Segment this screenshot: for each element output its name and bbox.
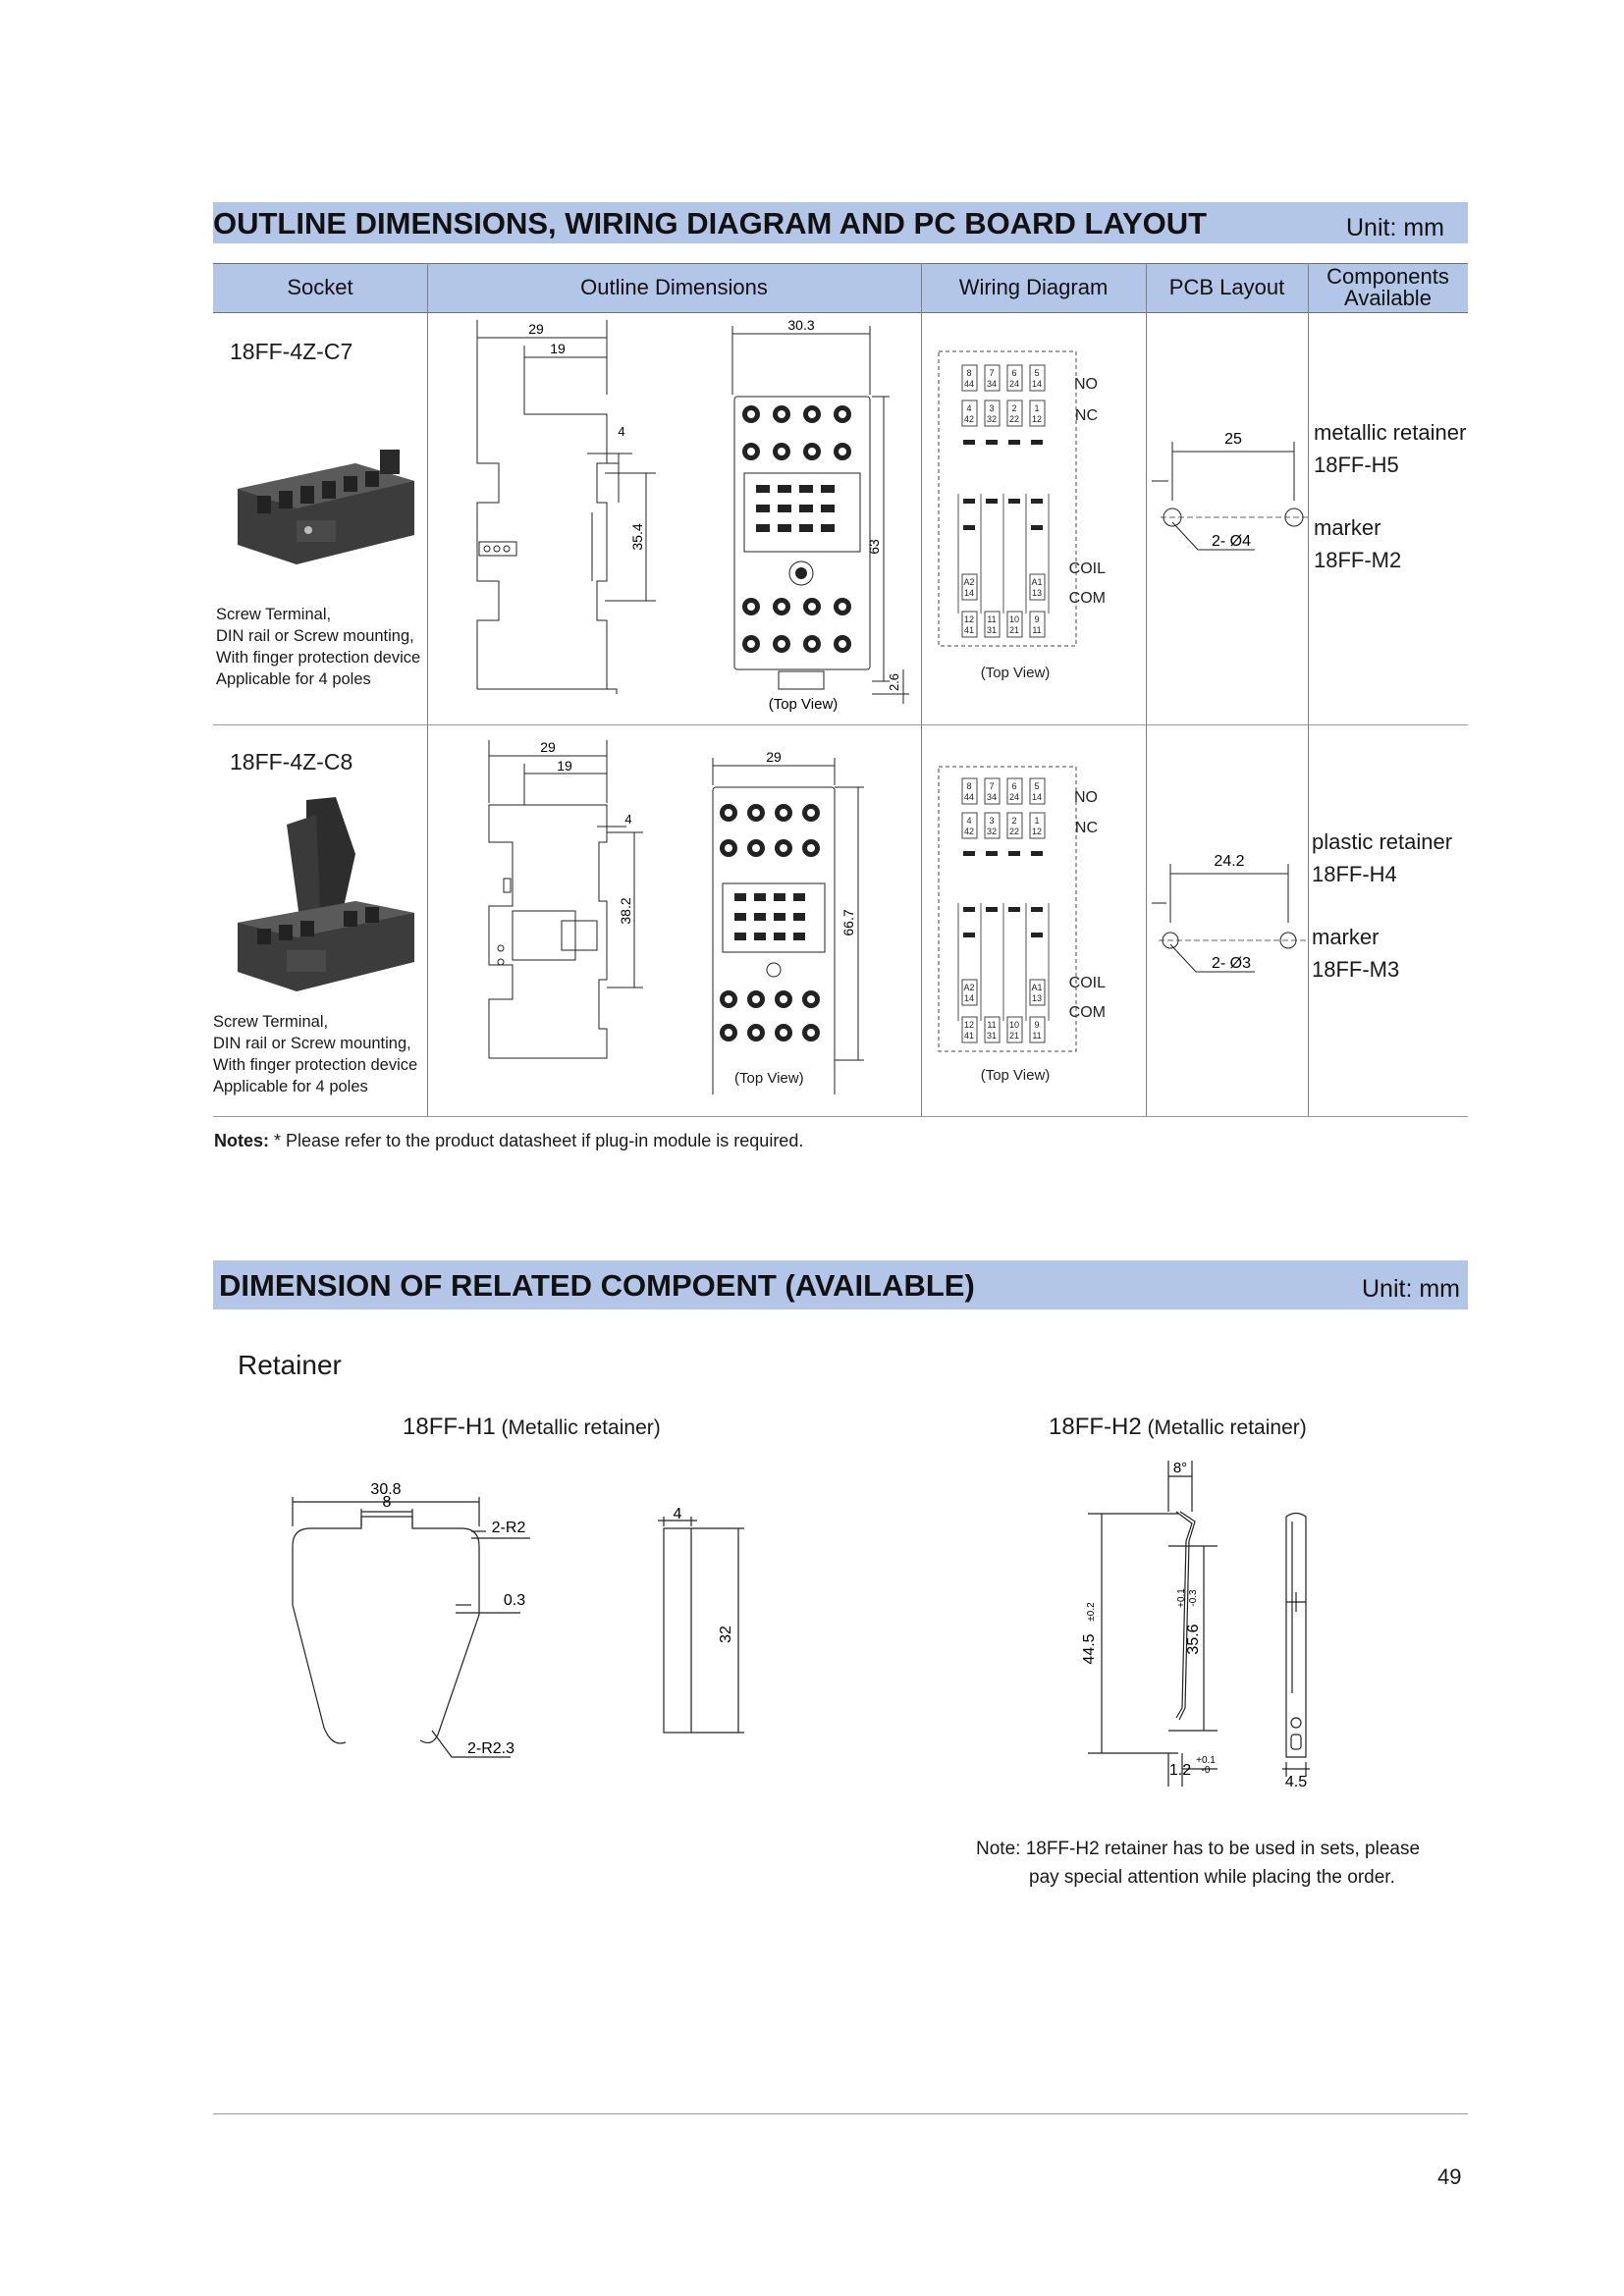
wiring-pin-label: 11 [1032, 625, 1042, 635]
h2-dim-base-tol-bot: -0 [1201, 1765, 1211, 1776]
wiring-nc-label: NC [1074, 820, 1098, 836]
row2-marker-code: 18FF-M3 [1312, 957, 1400, 982]
h2-title [1049, 1414, 1307, 1441]
row1-outline-view-label: (Top View) [768, 696, 839, 713]
header-components-line2: Available [1344, 286, 1432, 310]
wiring-pin-label: 8 [966, 781, 972, 791]
wiring-pin-label: 1 [1034, 816, 1040, 826]
row1-dim-h: 35.4 [629, 523, 645, 551]
row1-outline-top-view [725, 316, 921, 719]
h1-dim-r2: 2-R2.3 [466, 1740, 515, 1757]
row2-dim-top-w: 29 [766, 749, 782, 765]
table-bottom-border [213, 1116, 1468, 1117]
wiring-pin-label: 11 [1032, 1031, 1042, 1041]
row1-wiring-diagram [933, 348, 1110, 692]
wiring-pin-label: 11 [987, 614, 997, 624]
h1-title [403, 1414, 661, 1441]
row2-desc [213, 1011, 417, 1097]
row2-dim-h: 38.2 [618, 897, 633, 925]
row2-desc-line: Screw Terminal, [213, 1013, 329, 1031]
h2-dim-h-inner-tol-bot: -0.3 [1188, 1589, 1199, 1607]
wiring-pin-label: 12 [1031, 414, 1043, 424]
wiring-com-label: COM [1068, 1004, 1106, 1021]
h2-type: (Metallic retainer) [1141, 1416, 1307, 1439]
wiring-no-label: NO [1074, 376, 1098, 393]
row1-dim-foot: 2.6 [887, 672, 901, 692]
row2-socket-photo [228, 795, 429, 1001]
wiring-pin-label: 42 [963, 827, 975, 836]
wiring-com-label: COM [1068, 590, 1106, 607]
wiring-no-label: NO [1074, 789, 1098, 806]
row1-retainer-label: metallic retainer [1314, 420, 1467, 445]
row2-wiring-view-label: (Top View) [980, 1067, 1051, 1084]
wiring-pin-label: 21 [1008, 1031, 1020, 1041]
header-outline: Outline Dimensions [580, 275, 768, 299]
wiring-pin-label: 3 [989, 816, 995, 826]
wiring-pin-label: A2 [963, 577, 975, 587]
wiring-pin-label: 14 [1031, 792, 1043, 802]
section-title: DIMENSION OF RELATED COMPOENT (AVAILABLE) [219, 1268, 975, 1303]
row2-desc-line: Applicable for 4 poles [213, 1078, 368, 1095]
wiring-pin-label: 31 [986, 625, 998, 635]
wiring-pin-label: 14 [963, 588, 975, 598]
row2-dim-w1: 29 [540, 739, 556, 755]
wiring-pin-label: 41 [963, 625, 975, 635]
table-top-border [213, 263, 1468, 264]
section-header-related [213, 1260, 1468, 1309]
col-divider-2 [921, 263, 922, 1116]
wiring-pin-label: 22 [1008, 414, 1020, 424]
wiring-pin-label: 10 [1008, 1020, 1020, 1030]
row1-marker-label: marker [1314, 515, 1381, 540]
notes-label: Notes: [214, 1131, 270, 1150]
wiring-nc-label: NC [1074, 407, 1098, 424]
wiring-pin-label: 21 [1008, 625, 1020, 635]
wiring-pin-label: 2 [1011, 816, 1017, 826]
h2-drawing [1070, 1453, 1326, 1806]
wiring-pin-label: A2 [963, 983, 975, 992]
h1-type: (Metallic retainer) [495, 1416, 661, 1439]
section-title: OUTLINE DIMENSIONS, WIRING DIAGRAM AND PC BOARD LAYOUT [213, 206, 1208, 240]
wiring-pin-label: 24 [1008, 792, 1020, 802]
wiring-pin-label: 5 [1034, 781, 1040, 791]
row2-wiring-diagram [933, 764, 1110, 1088]
row2-pcb-hole: 2- Ø3 [1211, 955, 1252, 972]
h1-dim-r1: 2-R2 [491, 1520, 526, 1536]
h2-dim-width: 4.5 [1284, 1774, 1308, 1790]
h1-code: 18FF-H1 [403, 1414, 496, 1440]
wiring-pin-label: 44 [963, 792, 975, 802]
row1-dim-w1: 29 [528, 321, 544, 337]
wiring-pin-label: 24 [1008, 379, 1020, 389]
h1-dim-side-h: 32 [718, 1626, 734, 1643]
wiring-pin-label: 42 [963, 414, 975, 424]
unit-label: Unit: mm [1346, 214, 1444, 241]
wiring-pin-label: 44 [963, 379, 975, 389]
wiring-pin-label: 32 [986, 827, 998, 836]
row2-retainer-label: plastic retainer [1312, 829, 1453, 854]
row2-pcb-spacing: 24.2 [1214, 853, 1245, 870]
h2-dim-h-total: 44.5 [1081, 1633, 1098, 1665]
wiring-pin-label: A1 [1031, 577, 1043, 587]
row1-pcb-spacing: 25 [1224, 431, 1242, 448]
header-components [1308, 263, 1468, 312]
wiring-pin-label: 14 [963, 993, 975, 1003]
wiring-pin-label: 10 [1008, 614, 1020, 624]
wiring-pin-label: 8 [966, 368, 972, 378]
wiring-pin-label: 34 [986, 792, 998, 802]
row1-pcb-hole: 2- Ø4 [1211, 533, 1252, 550]
wiring-pin-label: 11 [987, 1020, 997, 1030]
row1-model: 18FF-4Z-C7 [230, 339, 353, 364]
wiring-pin-label: 2 [1011, 403, 1017, 413]
wiring-coil-label: COIL [1068, 975, 1106, 991]
h2-dim-h-inner: 35.6 [1185, 1624, 1202, 1655]
row1-retainer-code: 18FF-H5 [1314, 453, 1399, 477]
h1-front-drawing [275, 1468, 569, 1791]
h2-dim-h-inner-tol-top: +0.1 [1176, 1588, 1187, 1608]
notes-text: * Please refer to the product datasheet if plug-in module is required. [269, 1131, 804, 1150]
row1-desc-line: With finger protection device [216, 649, 421, 667]
unit-label: Unit: mm [1362, 1275, 1460, 1303]
row1-desc-line: DIN rail or Screw mounting, [216, 627, 414, 645]
h2-note-line2: pay special attention while placing the order. [1029, 1867, 1395, 1888]
row1-dim-top-w: 30.3 [787, 317, 815, 333]
h2-dim-h-total-tol: ±0.2 [1086, 1602, 1097, 1622]
h1-side-drawing [628, 1507, 756, 1762]
wiring-pin-label: 9 [1034, 1020, 1040, 1030]
wiring-pin-label: 6 [1011, 781, 1017, 791]
row2-dim-top-h: 66.7 [840, 909, 856, 936]
h1-dim-w: 30.8 [370, 1481, 402, 1498]
row1-desc-line: Applicable for 4 poles [216, 670, 371, 688]
wiring-pin-label: 4 [966, 816, 972, 826]
wiring-pin-label: 14 [1031, 379, 1043, 389]
page-number: 49 [1437, 2164, 1462, 2189]
wiring-pin-label: 22 [1008, 827, 1020, 836]
wiring-pin-label: 6 [1011, 368, 1017, 378]
wiring-pin-label: 5 [1034, 368, 1040, 378]
wiring-coil-label: COIL [1068, 561, 1106, 577]
wiring-pin-label: 4 [966, 403, 972, 413]
row2-dim-w2: 19 [557, 758, 572, 774]
retainer-subtitle: Retainer [238, 1350, 342, 1380]
row2-retainer-code: 18FF-H4 [1312, 862, 1397, 886]
row1-dim-t: 4 [618, 424, 625, 439]
row1-dim-w2: 19 [550, 341, 566, 356]
h1-dim-side-w: 4 [673, 1507, 682, 1522]
h2-dim-base: 1.2 [1168, 1762, 1192, 1779]
wiring-pin-label: 12 [963, 1020, 975, 1030]
wiring-pin-label: 34 [986, 379, 998, 389]
wiring-pin-label: 31 [986, 1031, 998, 1041]
row1-pcb-layout [1147, 422, 1308, 569]
row2-outline-view-label: (Top View) [734, 1070, 804, 1087]
h2-note-line1: Note: 18FF-H2 retainer has to be used in sets, please [976, 1839, 1421, 1859]
row1-socket-photo [228, 442, 429, 579]
row2-desc-line: With finger protection device [213, 1056, 418, 1074]
row-divider [213, 724, 1468, 725]
wiring-pin-label: 7 [989, 368, 995, 378]
wiring-pin-label: 7 [989, 781, 995, 791]
h1-dim-top: 8 [382, 1494, 392, 1511]
row1-desc [216, 604, 420, 690]
wiring-pin-label: 3 [989, 403, 995, 413]
row1-desc-line: Screw Terminal, [216, 606, 332, 623]
wiring-pin-label: 12 [1031, 827, 1043, 836]
section-header-outline [213, 202, 1468, 243]
col-divider-4 [1308, 263, 1309, 1116]
wiring-pin-label: 9 [1034, 614, 1040, 624]
wiring-pin-label: A1 [1031, 983, 1043, 992]
row2-model: 18FF-4Z-C8 [230, 749, 353, 774]
row2-pcb-layout [1147, 844, 1308, 991]
row2-desc-line: DIN rail or Screw mounting, [213, 1035, 411, 1052]
row2-outline-top-view [703, 746, 880, 1095]
notes [214, 1131, 803, 1151]
row2-outline-side-view [471, 734, 658, 1068]
row1-marker-code: 18FF-M2 [1314, 548, 1402, 572]
row1-wiring-view-label: (Top View) [980, 665, 1051, 681]
wiring-pin-label: 12 [963, 614, 975, 624]
wiring-pin-label: 1 [1034, 403, 1040, 413]
wiring-pin-label: 32 [986, 414, 998, 424]
h2-code: 18FF-H2 [1049, 1414, 1142, 1440]
h1-dim-t: 0.3 [503, 1592, 526, 1609]
wiring-pin-label: 13 [1031, 993, 1043, 1003]
row2-dim-t: 4 [624, 812, 632, 827]
header-socket: Socket [287, 275, 353, 299]
header-pcb: PCB Layout [1168, 275, 1285, 299]
row2-marker-label: marker [1312, 925, 1380, 949]
wiring-pin-label: 13 [1031, 588, 1043, 598]
header-bottom-border [213, 312, 1468, 313]
row1-dim-top-h: 63 [866, 539, 882, 555]
header-wiring: Wiring Diagram [958, 275, 1109, 299]
wiring-pin-label: 41 [963, 1031, 975, 1041]
row1-outline-side-view [460, 316, 656, 694]
h2-dim-base-tol-top: +0.1 [1196, 1755, 1216, 1766]
h2-dim-angle: 8° [1172, 1460, 1188, 1476]
footer-rule [213, 2113, 1468, 2114]
header-components-line1: Components [1326, 264, 1449, 289]
